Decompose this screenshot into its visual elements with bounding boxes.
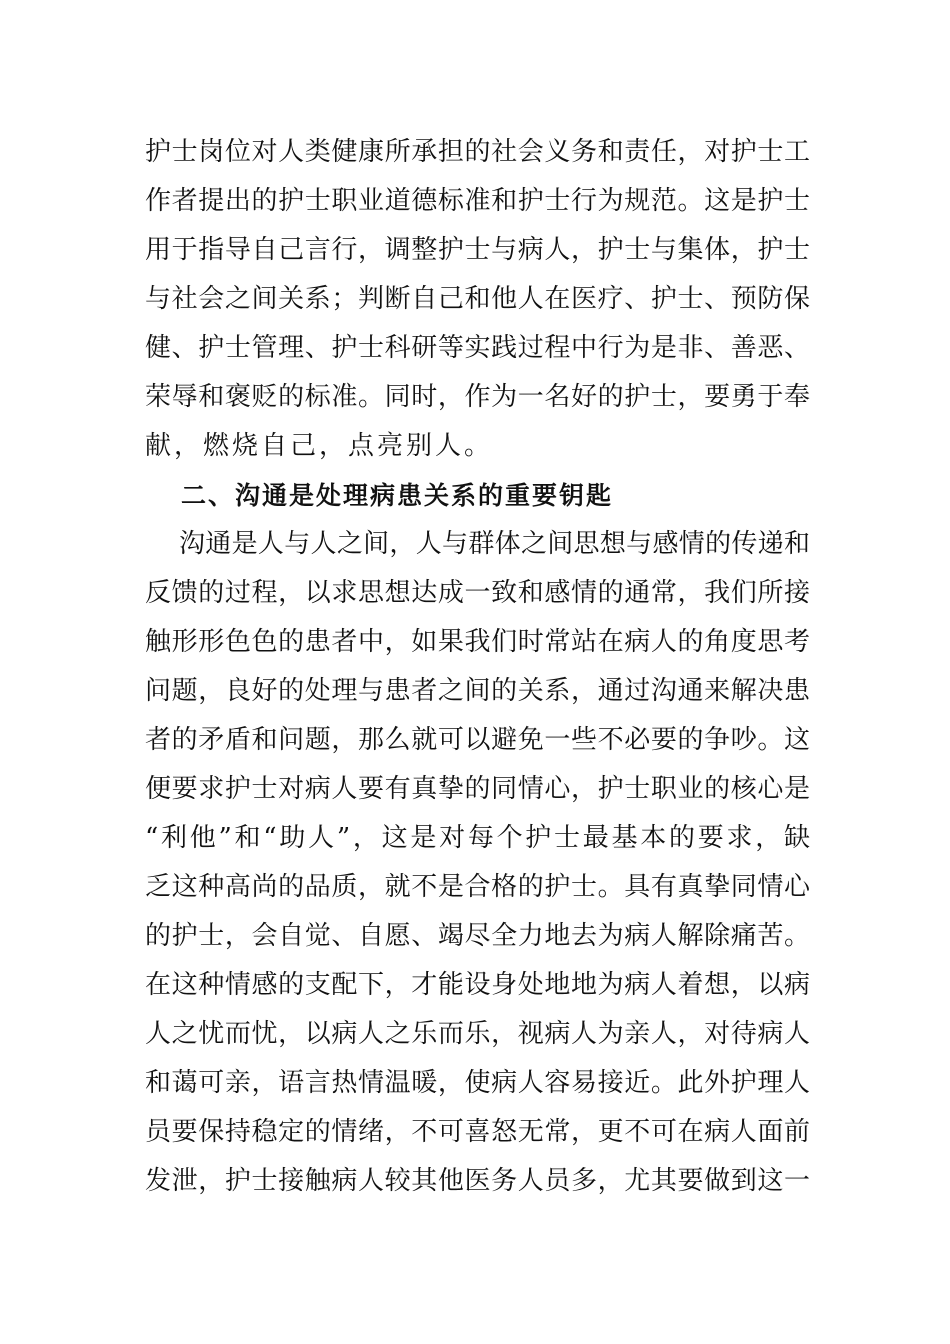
text-line: 的护士，会自觉、自愿、竭尽全力地去为病人解除痛苦。 (145, 921, 810, 951)
text-line: 沟通是人与人之间，人与群体之间思想与感情的传递和 (179, 529, 810, 559)
text-line: 问题，良好的处理与患者之间的关系，通过沟通来解决患 (145, 676, 810, 706)
text-line: 反馈的过程，以求思想达成一致和感情的通常，我们所接 (145, 578, 810, 608)
text-line: 献，燃烧自己，点亮别人。 (145, 431, 494, 461)
text-line: 发泄，护士接触病人较其他医务人员多，尤其要做到这一 (145, 1166, 810, 1196)
document-body (145, 128, 810, 1206)
paragraph-2 (145, 520, 810, 1206)
text-line: 员要保持稳定的情绪，不可喜怒无常，更不可在病人面前 (145, 1117, 810, 1147)
text-line: 作者提出的护士职业道德标准和护士行为规范。这是护士 (145, 186, 810, 216)
paragraph-1 (145, 128, 810, 471)
text-line: “利他”和“助人”，这是对每个护士最基本的要求，缺 (145, 823, 810, 853)
text-line: 便要求护士对病人要有真挚的同情心，护士职业的核心是 (145, 774, 810, 804)
text-line: 在这种情感的支配下，才能设身处地地为病人着想，以病 (145, 970, 810, 1000)
text-line: 乏这种高尚的品质，就不是合格的护士。具有真挚同情心 (145, 872, 810, 902)
text-line: 荣辱和褒贬的标准。同时，作为一名好的护士，要勇于奉 (145, 382, 810, 412)
text-line: 者的矛盾和问题，那么就可以避免一些不必要的争吵。这 (145, 725, 810, 755)
text-line: 与社会之间关系；判断自己和他人在医疗、护士、预防保 (145, 284, 810, 314)
text-line: 和蔼可亲，语言热情温暖，使病人容易接近。此外护理人 (145, 1068, 810, 1098)
text-line: 护士岗位对人类健康所承担的社会义务和责任，对护士工 (145, 137, 810, 167)
section-heading: 二、沟通是处理病患关系的重要钥匙 (181, 481, 614, 510)
text-line: 触形形色色的患者中，如果我们时常站在病人的角度思考 (145, 627, 810, 657)
text-line: 用于指导自己言行，调整护士与病人，护士与集体，护士 (145, 235, 810, 265)
text-line: 人之忧而忧，以病人之乐而乐，视病人为亲人，对待病人 (145, 1019, 810, 1049)
text-line: 健、护士管理、护士科研等实践过程中行为是非、善恶、 (145, 333, 810, 363)
